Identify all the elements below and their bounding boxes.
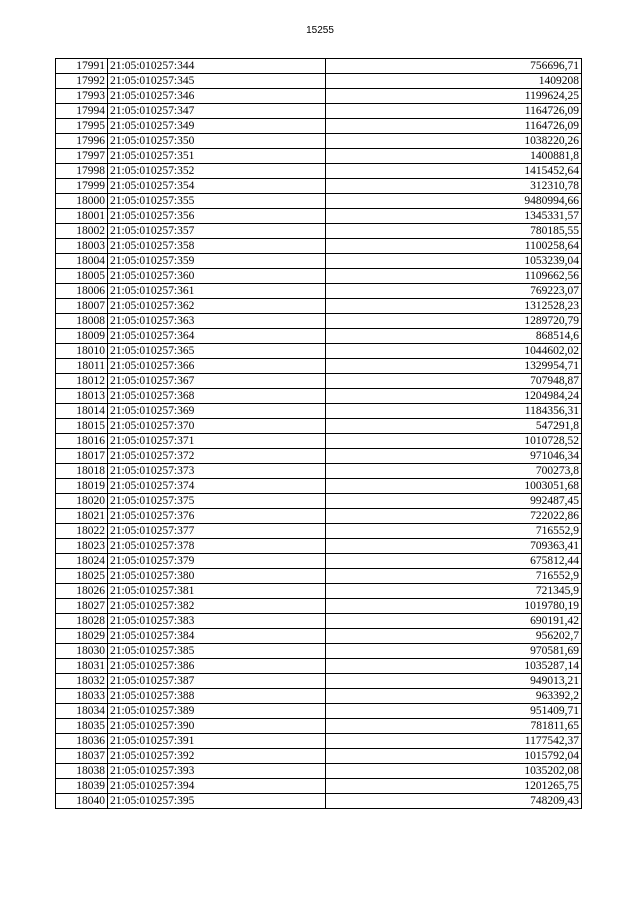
page-number: 15255 [306,25,334,36]
row-number-cell: 18014 [56,404,108,419]
row-number-cell: 18020 [56,494,108,509]
value-cell: 312310,78 [326,179,582,194]
table-row [56,134,582,149]
table-row [56,644,582,659]
row-number-cell: 18008 [56,314,108,329]
cadastral-number-cell: 21:05:010257:388 [108,689,326,704]
value-cell: 1109662,56 [326,269,582,284]
cadastral-value-table [55,58,582,809]
value-cell: 700273,8 [326,464,582,479]
table-row [56,149,582,164]
cadastral-number-cell: 21:05:010257:395 [108,794,326,809]
value-cell: 1019780,19 [326,599,582,614]
value-cell: 951409,71 [326,704,582,719]
value-cell: 992487,45 [326,494,582,509]
row-number-cell: 18013 [56,389,108,404]
cadastral-number-cell: 21:05:010257:375 [108,494,326,509]
table-row [56,254,582,269]
table-row [56,689,582,704]
row-number-cell: 18036 [56,734,108,749]
table-row [56,599,582,614]
cadastral-number-cell: 21:05:010257:391 [108,734,326,749]
row-number-cell: 18037 [56,749,108,764]
value-cell: 956202,7 [326,629,582,644]
row-number-cell: 18021 [56,509,108,524]
row-number-cell: 18023 [56,539,108,554]
value-cell: 690191,42 [326,614,582,629]
value-cell: 769223,07 [326,284,582,299]
row-number-cell: 18029 [56,629,108,644]
cadastral-number-cell: 21:05:010257:392 [108,749,326,764]
cadastral-number-cell: 21:05:010257:376 [108,509,326,524]
table-row [56,89,582,104]
table-row [56,629,582,644]
table-row [56,704,582,719]
row-number-cell: 18015 [56,419,108,434]
value-cell: 780185,55 [326,224,582,239]
table-row [56,224,582,239]
cadastral-number-cell: 21:05:010257:377 [108,524,326,539]
cadastral-number-cell: 21:05:010257:362 [108,299,326,314]
value-cell: 1184356,31 [326,404,582,419]
row-number-cell: 18005 [56,269,108,284]
row-number-cell: 18024 [56,554,108,569]
row-number-cell: 18010 [56,344,108,359]
cadastral-number-cell: 21:05:010257:363 [108,314,326,329]
cadastral-number-cell: 21:05:010257:346 [108,89,326,104]
row-number-cell: 18016 [56,434,108,449]
value-cell: 716552,9 [326,524,582,539]
cadastral-number-cell: 21:05:010257:374 [108,479,326,494]
value-cell: 1044602,02 [326,344,582,359]
row-number-cell: 17993 [56,89,108,104]
cadastral-number-cell: 21:05:010257:365 [108,344,326,359]
cadastral-number-cell: 21:05:010257:356 [108,209,326,224]
cadastral-number-cell: 21:05:010257:347 [108,104,326,119]
row-number-cell: 18039 [56,779,108,794]
table-row [56,239,582,254]
cadastral-number-cell: 21:05:010257:394 [108,779,326,794]
table-row [56,779,582,794]
value-cell: 1100258,64 [326,239,582,254]
cadastral-number-cell: 21:05:010257:368 [108,389,326,404]
value-cell: 1177542,37 [326,734,582,749]
table-row [56,284,582,299]
value-cell: 709363,41 [326,539,582,554]
value-cell: 949013,21 [326,674,582,689]
table-row [56,674,582,689]
table-row [56,569,582,584]
cadastral-number-cell: 21:05:010257:387 [108,674,326,689]
row-number-cell: 17998 [56,164,108,179]
row-number-cell: 18001 [56,209,108,224]
value-cell: 1053239,04 [326,254,582,269]
cadastral-number-cell: 21:05:010257:344 [108,59,326,74]
value-cell: 1289720,79 [326,314,582,329]
row-number-cell: 17996 [56,134,108,149]
cadastral-number-cell: 21:05:010257:385 [108,644,326,659]
table-row [56,464,582,479]
value-cell: 1329954,71 [326,359,582,374]
table-row [56,554,582,569]
value-cell: 1015792,04 [326,749,582,764]
cadastral-number-cell: 21:05:010257:351 [108,149,326,164]
table-row [56,419,582,434]
value-cell: 1312528,23 [326,299,582,314]
value-cell: 970581,69 [326,644,582,659]
value-cell: 722022,86 [326,509,582,524]
cadastral-number-cell: 21:05:010257:380 [108,569,326,584]
cadastral-number-cell: 21:05:010257:393 [108,764,326,779]
row-number-cell: 18038 [56,764,108,779]
table-row [56,764,582,779]
value-cell: 1400881,8 [326,149,582,164]
value-cell: 716552,9 [326,569,582,584]
cadastral-number-cell: 21:05:010257:352 [108,164,326,179]
table-row [56,434,582,449]
row-number-cell: 18017 [56,449,108,464]
table-row [56,164,582,179]
cadastral-number-cell: 21:05:010257:367 [108,374,326,389]
row-number-cell: 18031 [56,659,108,674]
cadastral-number-cell: 21:05:010257:350 [108,134,326,149]
table-row [56,614,582,629]
value-cell: 1199624,25 [326,89,582,104]
row-number-cell: 18028 [56,614,108,629]
value-cell: 9480994,66 [326,194,582,209]
row-number-cell: 17991 [56,59,108,74]
cadastral-number-cell: 21:05:010257:372 [108,449,326,464]
value-cell: 707948,87 [326,374,582,389]
table-row [56,344,582,359]
cadastral-number-cell: 21:05:010257:382 [108,599,326,614]
cadastral-number-cell: 21:05:010257:379 [108,554,326,569]
row-number-cell: 18004 [56,254,108,269]
table-row [56,314,582,329]
row-number-cell: 18025 [56,569,108,584]
table-row [56,59,582,74]
cadastral-number-cell: 21:05:010257:357 [108,224,326,239]
table-row [56,209,582,224]
row-number-cell: 17992 [56,74,108,89]
cadastral-number-cell: 21:05:010257:378 [108,539,326,554]
table-row [56,374,582,389]
value-cell: 868514,6 [326,329,582,344]
table-row [56,734,582,749]
table-row [56,389,582,404]
table-row [56,719,582,734]
row-number-cell: 17997 [56,149,108,164]
row-number-cell: 18018 [56,464,108,479]
row-number-cell: 17999 [56,179,108,194]
row-number-cell: 18034 [56,704,108,719]
cadastral-number-cell: 21:05:010257:373 [108,464,326,479]
cadastral-number-cell: 21:05:010257:386 [108,659,326,674]
row-number-cell: 18027 [56,599,108,614]
table-row [56,479,582,494]
cadastral-number-cell: 21:05:010257:358 [108,239,326,254]
table-body [56,59,582,809]
value-cell: 547291,8 [326,419,582,434]
table-row [56,404,582,419]
cadastral-number-cell: 21:05:010257:361 [108,284,326,299]
table-row [56,194,582,209]
row-number-cell: 17995 [56,119,108,134]
value-cell: 1010728,52 [326,434,582,449]
value-cell: 1164726,09 [326,104,582,119]
row-number-cell: 18022 [56,524,108,539]
row-number-cell: 18019 [56,479,108,494]
table-row [56,659,582,674]
table-row [56,299,582,314]
value-cell: 971046,34 [326,449,582,464]
row-number-cell: 18000 [56,194,108,209]
cadastral-number-cell: 21:05:010257:370 [108,419,326,434]
value-cell: 1345331,57 [326,209,582,224]
row-number-cell: 18003 [56,239,108,254]
value-cell: 675812,44 [326,554,582,569]
row-number-cell: 18012 [56,374,108,389]
value-cell: 1164726,09 [326,119,582,134]
cadastral-number-cell: 21:05:010257:384 [108,629,326,644]
row-number-cell: 18011 [56,359,108,374]
row-number-cell: 18009 [56,329,108,344]
value-cell: 1035287,14 [326,659,582,674]
cadastral-number-cell: 21:05:010257:389 [108,704,326,719]
table-row [56,494,582,509]
row-number-cell: 18026 [56,584,108,599]
table-row [56,749,582,764]
table-row [56,179,582,194]
row-number-cell: 18006 [56,284,108,299]
cadastral-number-cell: 21:05:010257:349 [108,119,326,134]
value-cell: 1201265,75 [326,779,582,794]
row-number-cell: 18030 [56,644,108,659]
value-cell: 1035202,08 [326,764,582,779]
row-number-cell: 18032 [56,674,108,689]
value-cell: 1415452,64 [326,164,582,179]
table-row [56,524,582,539]
table-row [56,584,582,599]
value-cell: 1204984,24 [326,389,582,404]
cadastral-number-cell: 21:05:010257:383 [108,614,326,629]
cadastral-number-cell: 21:05:010257:345 [108,74,326,89]
row-number-cell: 18040 [56,794,108,809]
table-row [56,74,582,89]
row-number-cell: 18002 [56,224,108,239]
cadastral-number-cell: 21:05:010257:364 [108,329,326,344]
value-cell: 1038220,26 [326,134,582,149]
table-row [56,794,582,809]
value-cell: 756696,71 [326,59,582,74]
table-row [56,104,582,119]
table-row [56,539,582,554]
cadastral-number-cell: 21:05:010257:381 [108,584,326,599]
table-row [56,329,582,344]
cadastral-number-cell: 21:05:010257:371 [108,434,326,449]
cadastral-number-cell: 21:05:010257:354 [108,179,326,194]
cadastral-number-cell: 21:05:010257:359 [108,254,326,269]
row-number-cell: 18033 [56,689,108,704]
value-cell: 721345,9 [326,584,582,599]
cadastral-number-cell: 21:05:010257:366 [108,359,326,374]
table-row [56,449,582,464]
cadastral-number-cell: 21:05:010257:360 [108,269,326,284]
cadastral-number-cell: 21:05:010257:355 [108,194,326,209]
row-number-cell: 17994 [56,104,108,119]
value-cell: 1003051,68 [326,479,582,494]
cadastral-number-cell: 21:05:010257:369 [108,404,326,419]
table-row [56,509,582,524]
value-cell: 748209,43 [326,794,582,809]
value-cell: 1409208 [326,74,582,89]
table-row [56,119,582,134]
row-number-cell: 18035 [56,719,108,734]
table-row [56,269,582,284]
cadastral-number-cell: 21:05:010257:390 [108,719,326,734]
value-cell: 781811,65 [326,719,582,734]
row-number-cell: 18007 [56,299,108,314]
table-row [56,359,582,374]
value-cell: 963392,2 [326,689,582,704]
